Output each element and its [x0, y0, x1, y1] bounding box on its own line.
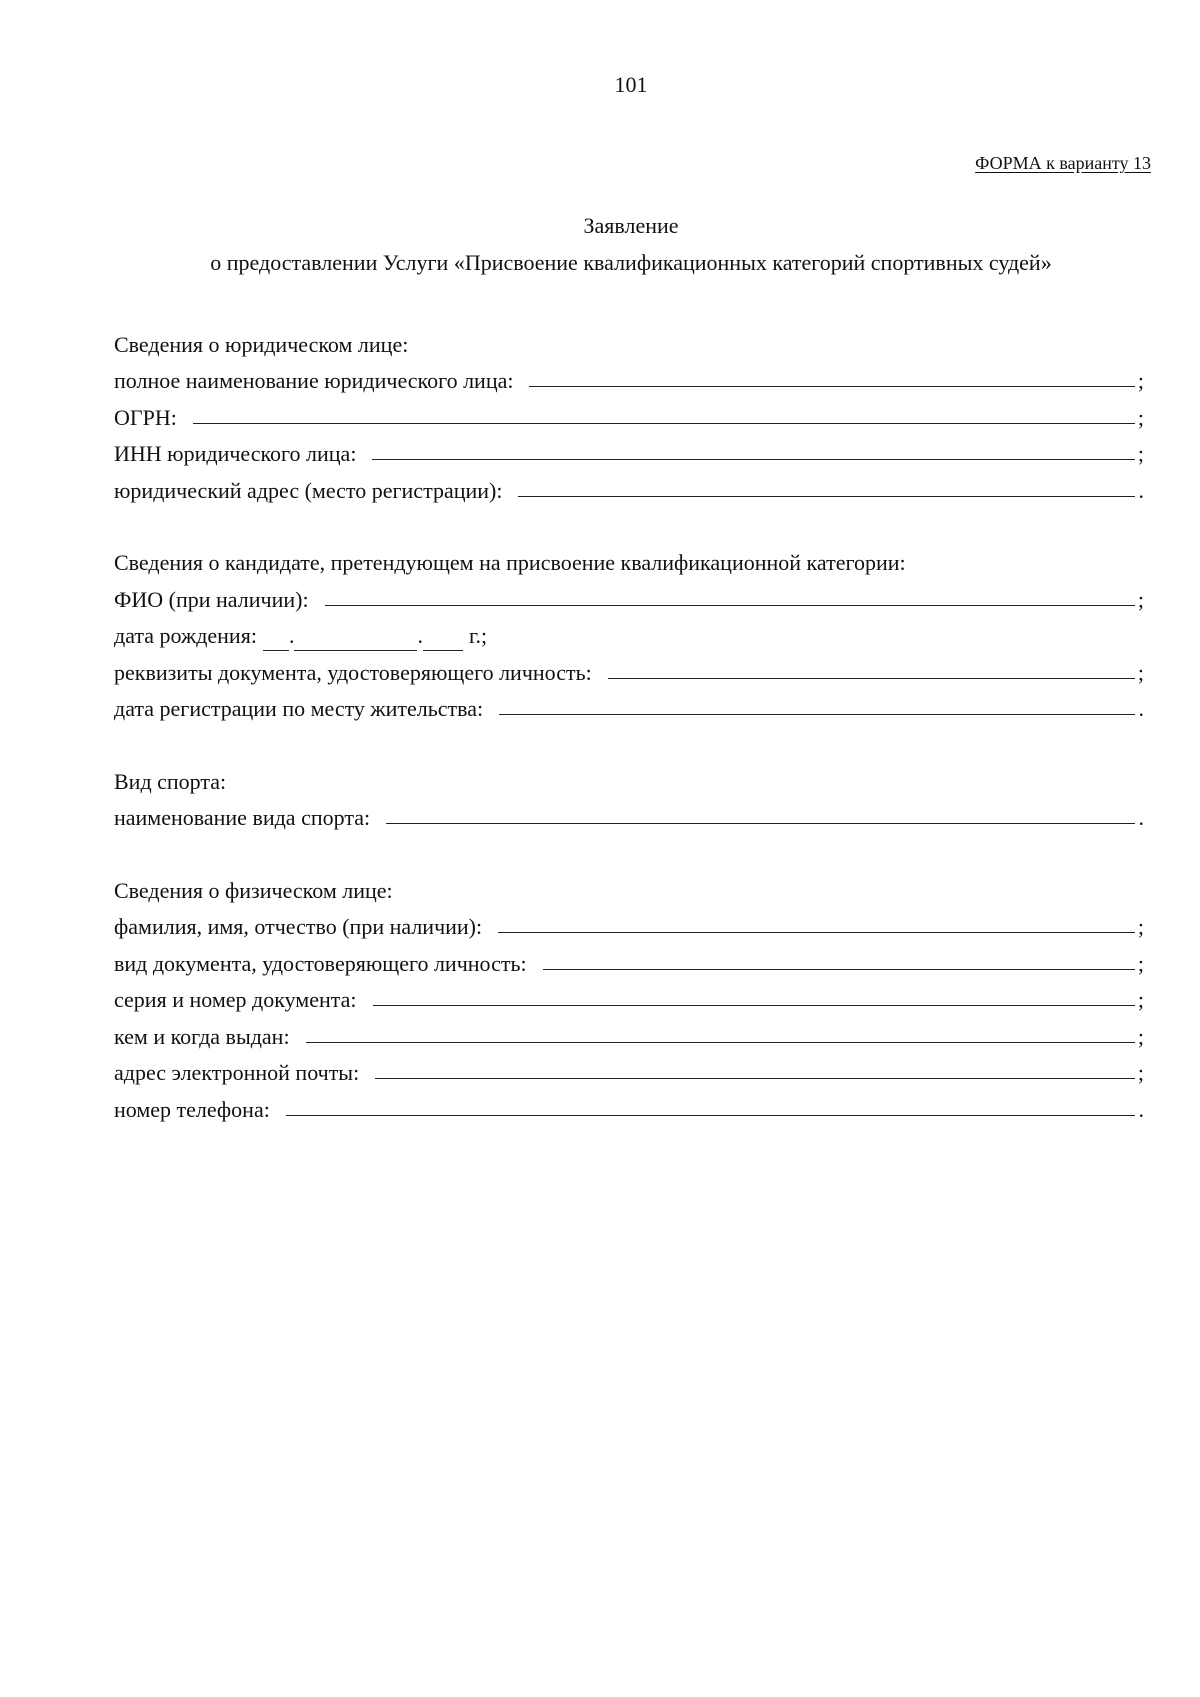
- legal-entity-heading: Сведения о юридическом лице:: [114, 331, 409, 357]
- phone-row: [114, 1086, 1144, 1123]
- field-label: полное наименование юридического лица:: [114, 368, 514, 393]
- fio-blank[interactable]: [325, 604, 1135, 606]
- field-terminator: ;: [1137, 914, 1144, 939]
- legal-address-row: [114, 467, 1144, 504]
- year-suffix: г.;: [468, 623, 488, 648]
- legal-entity-full-name-row: [114, 358, 1144, 395]
- candidate-section: [114, 540, 1144, 723]
- individual-full-name-row: [114, 904, 1144, 941]
- field-terminator: ;: [1137, 404, 1144, 430]
- individual-full-name-blank[interactable]: [498, 931, 1135, 933]
- field-terminator: ;: [1137, 441, 1144, 466]
- ogrn-row: [114, 394, 1144, 431]
- field-terminator: ;: [1137, 1060, 1144, 1085]
- field-label: адрес электронной почты:: [114, 1060, 360, 1085]
- document-number-blank[interactable]: [373, 1004, 1135, 1006]
- field-label: фамилия, имя, отчество (при наличии):: [114, 914, 483, 939]
- fio-row: [114, 576, 1144, 613]
- field-label: наименование вида спорта:: [114, 805, 371, 830]
- page-number: 101: [614, 72, 648, 97]
- field-label: дата рождения:: [114, 623, 257, 648]
- identity-document-blank[interactable]: [608, 677, 1135, 679]
- field-label: дата регистрации по месту жительства:: [114, 696, 484, 721]
- sport-name-row: [114, 795, 1144, 832]
- field-terminator: .: [1138, 1096, 1144, 1122]
- legal-entity-section: [114, 321, 1144, 504]
- registration-date-row: [114, 686, 1144, 723]
- candidate-heading: Сведения о кандидате, претендующем на присвоение квалификационной категории:: [114, 550, 906, 575]
- sport-section: [114, 758, 1144, 831]
- full-name-blank[interactable]: [529, 385, 1135, 387]
- field-label: номер телефона:: [114, 1096, 270, 1122]
- ogrn-blank[interactable]: [193, 422, 1135, 424]
- field-label: ИНН юридического лица:: [114, 441, 357, 466]
- issued-by-blank[interactable]: [306, 1041, 1135, 1043]
- inn-blank[interactable]: [372, 458, 1135, 460]
- issued-by-row: [114, 1013, 1144, 1050]
- field-terminator: .: [1138, 696, 1144, 721]
- field-label: ОГРН:: [114, 404, 177, 430]
- sport-name-blank[interactable]: [386, 822, 1135, 824]
- individual-section: [114, 867, 1144, 1123]
- field-terminator: .: [1138, 477, 1144, 503]
- inn-row: [114, 431, 1144, 468]
- legal-address-blank[interactable]: [518, 495, 1135, 497]
- field-terminator: .: [1138, 805, 1144, 830]
- identity-document-row: [114, 649, 1144, 686]
- form-reference: ФОРМА к варианту 13: [975, 153, 1151, 173]
- document-subtitle: о предоставлении Услуги «Присвоение квалификационных категорий спортивных судей»: [210, 250, 1052, 275]
- registration-date-blank[interactable]: [499, 713, 1135, 715]
- individual-heading: Сведения о физическом лице:: [114, 877, 393, 903]
- field-terminator: ;: [1137, 586, 1144, 612]
- field-label: кем и когда выдан:: [114, 1023, 290, 1049]
- field-label: юридический адрес (место регистрации):: [114, 477, 503, 503]
- birth-year-blank[interactable]: [423, 649, 463, 651]
- field-label: вид документа, удостоверяющего личность:: [114, 950, 527, 976]
- sport-heading: Вид спорта:: [114, 768, 227, 794]
- phone-blank[interactable]: [286, 1114, 1135, 1116]
- birth-date-row: [114, 613, 1144, 650]
- field-label: реквизиты документа, удостоверяющего личность:: [114, 659, 592, 685]
- field-terminator: ;: [1137, 368, 1144, 393]
- document-type-blank[interactable]: [543, 968, 1135, 970]
- date-separator: .: [417, 623, 423, 648]
- field-terminator: ;: [1137, 659, 1144, 685]
- date-separator: .: [288, 623, 295, 648]
- field-label: серия и номер документа:: [114, 987, 357, 1012]
- document-title: Заявление: [583, 213, 679, 238]
- field-terminator: ;: [1137, 987, 1144, 1012]
- document-type-row: [114, 940, 1144, 977]
- birth-day-blank[interactable]: [263, 649, 289, 651]
- field-terminator: ;: [1137, 950, 1144, 976]
- birth-month-blank[interactable]: [294, 649, 417, 651]
- field-terminator: ;: [1137, 1023, 1144, 1049]
- form-body: [114, 321, 1144, 1123]
- email-blank[interactable]: [375, 1077, 1135, 1079]
- field-label: ФИО (при наличии):: [114, 586, 309, 612]
- email-row: [114, 1050, 1144, 1087]
- document-number-row: [114, 977, 1144, 1014]
